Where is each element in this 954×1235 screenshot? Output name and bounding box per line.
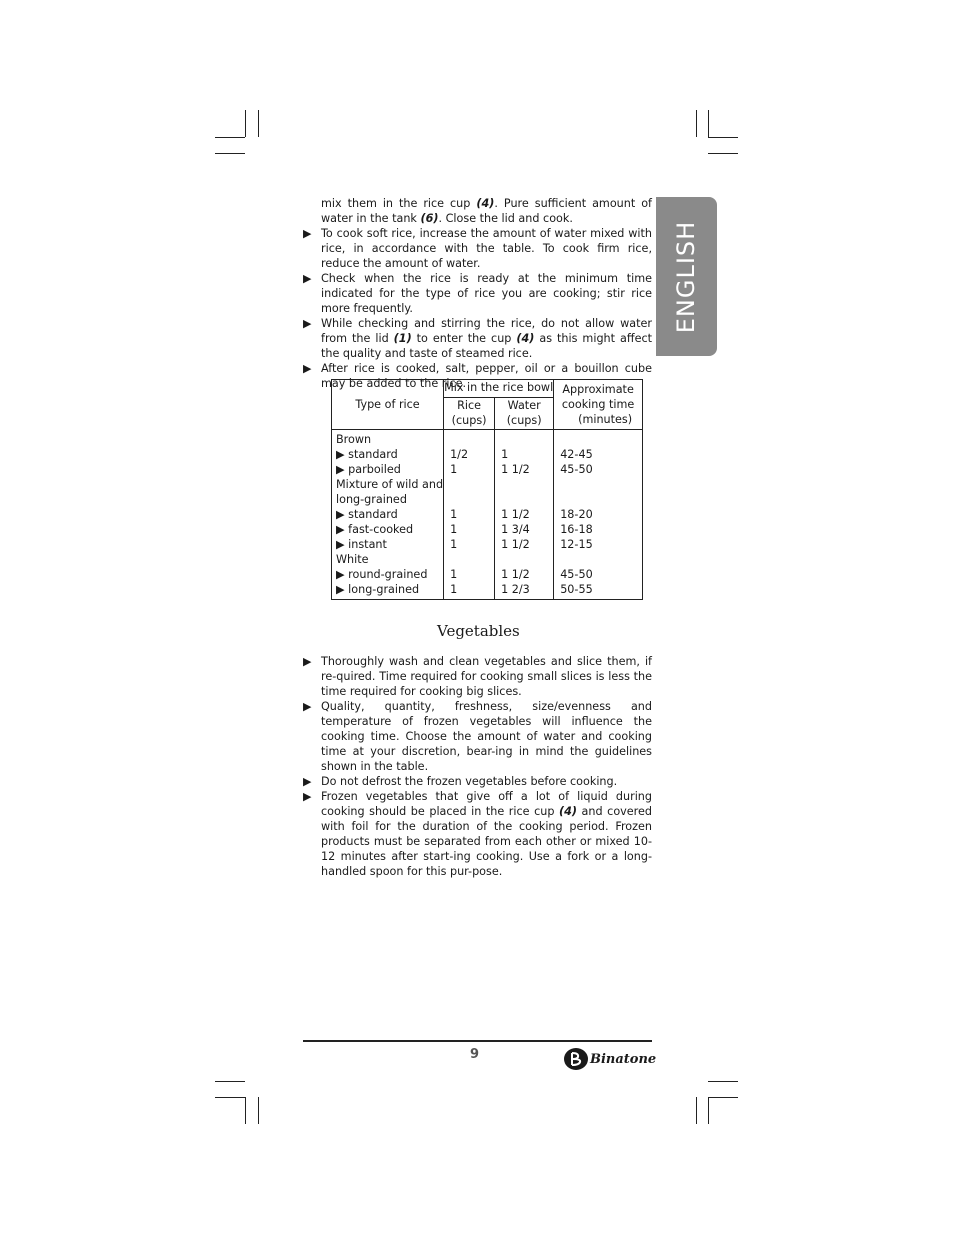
table-cell-time [560,552,642,567]
table-cell-rice: 1 [450,508,458,521]
bullet-icon: ▶ [303,317,312,330]
rice-column [444,430,495,600]
vegetables-instructions [303,654,652,879]
brand-name: Binatone [590,1051,657,1067]
table-cell-type: ▶ long-grained [336,583,420,596]
rice-instructions [303,196,652,391]
table-cell-type: ▶ standard [336,448,398,461]
table-cell-type: ▶ fast-cooked [336,523,414,536]
table-cell-type: ▶ round-grained [336,568,428,581]
table-cell-time: 45-50 [560,463,593,476]
table-cell-type: Brown [336,433,372,446]
paragraph: mix them in the rice cup (4). Pure sufficient amount of water in the tank (6). Close the lid and cook. [321,197,652,225]
table-cell-type: long-grained [336,493,407,506]
list-item: ▶ Frozen vegetables that give off a lot of liquid during cooking should be placed in the rice cup (4) and covered with foil for the duration of the cooking period. Frozen products must be separated from each other or mixed 10-12 minutes after start-ing cooking. Use a fork or a long-handled spoon for this pur-pose. [303,790,653,878]
table-cell-rice: 1 [450,523,458,536]
header-mix: Mix in the rice bowl [444,380,554,398]
table-cell-type: ▶ standard [336,508,398,521]
table-cell-rice: 1 [450,568,458,581]
table-cell-time: 12-15 [560,538,593,551]
list-item: ▶ To cook soft rice, increase the amount of water mixed with rice, in accordance with the table. To cook firm rice, reduce the amount of water. [303,227,652,270]
table-cell-water [501,432,553,447]
binatone-logo-icon [563,1047,589,1071]
table-cell-water: 1 3/4 [501,523,530,536]
header-type: Type of rice [332,380,444,430]
language-tab-label: ENGLISH [672,220,701,333]
table-cell-time: 16-18 [560,523,593,536]
table-cell-rice [450,432,494,447]
list-item: ▶ Quality, quantity, freshness, size/evenness and temperature of frozen vegetables will influence the cooking time. Choose the amount of water and cooking time at your discretion, bear-ing in mind the guidelines shown in the table. [303,700,652,773]
water-column [495,430,554,600]
table-cell-rice: 1 [450,538,458,551]
table-cell-rice: 1/2 [450,448,469,461]
bullet-icon: ▶ [303,700,312,713]
brand-logo [563,1047,656,1071]
table-cell-rice: 1 [450,463,458,476]
list-item: ▶ Do not defrost the frozen vegetables before cooking. [303,775,618,788]
list-item: ▶ Thoroughly wash and clean vegetables and slice them, if re-quired. Time required for cooking small slices is less the time required for cooking big slices. [303,655,652,698]
bullet-icon: ▶ [303,775,312,788]
list-item: ▶ After rice is cooked, salt, pepper, oil or a bouillon cube may be added to the rice. [303,362,652,390]
table-cell-water: 1 1/2 [501,538,530,551]
bullet-icon: ▶ [303,272,312,285]
table-cell-time: 18-20 [560,508,593,521]
table-cell-water [501,492,553,507]
rice-cooking-table [331,379,643,600]
table-cell-water: 1 [501,448,509,461]
bullet-icon: ▶ [303,362,312,375]
table-cell-rice: 1 [450,583,458,596]
table-cell-water [501,477,553,492]
language-tab [656,197,717,356]
table-cell-rice [450,552,494,567]
table-cell-time [560,492,642,507]
table-cell-water: 1 2/3 [501,583,530,596]
section-title: Vegetables [437,622,520,640]
table-cell-rice [450,477,494,492]
table-cell-water: 1 1/2 [501,508,530,521]
table-cell-rice [450,492,494,507]
header-time: Approximate cooking time (minutes) [554,380,643,430]
table-cell-time [560,477,642,492]
time-column [554,430,643,600]
bullet-icon: ▶ [303,655,312,668]
page-number: 9 [470,1047,480,1062]
header-water: Water (cups) [495,398,554,430]
table-cell-water [501,552,553,567]
table-cell-water: 1 1/2 [501,568,530,581]
type-column [332,430,444,600]
bullet-icon: ▶ [303,790,312,803]
table-cell-type: ▶ parboiled [336,463,401,476]
table-cell-type: White [336,553,369,566]
list-item: ▶ While checking and stirring the rice, do not allow water from the lid (1) to enter the cup (4) as this might affect the quality and taste of steamed rice. [303,317,652,360]
table-cell-water: 1 1/2 [501,463,530,476]
table-cell-time [560,432,642,447]
footer-rule [303,1040,652,1042]
table-cell-type: Mixture of wild and [336,478,444,491]
table-cell-time: 45-50 [560,568,593,581]
table-cell-time: 42-45 [560,448,593,461]
bullet-icon: ▶ [303,227,312,240]
table-cell-type: ▶ instant [336,538,387,551]
list-item: ▶ Check when the rice is ready at the minimum time indicated for the type of rice you are cooking; stir rice more frequently. [303,272,652,315]
table-cell-time: 50-55 [560,583,593,596]
header-rice: Rice (cups) [444,398,495,430]
